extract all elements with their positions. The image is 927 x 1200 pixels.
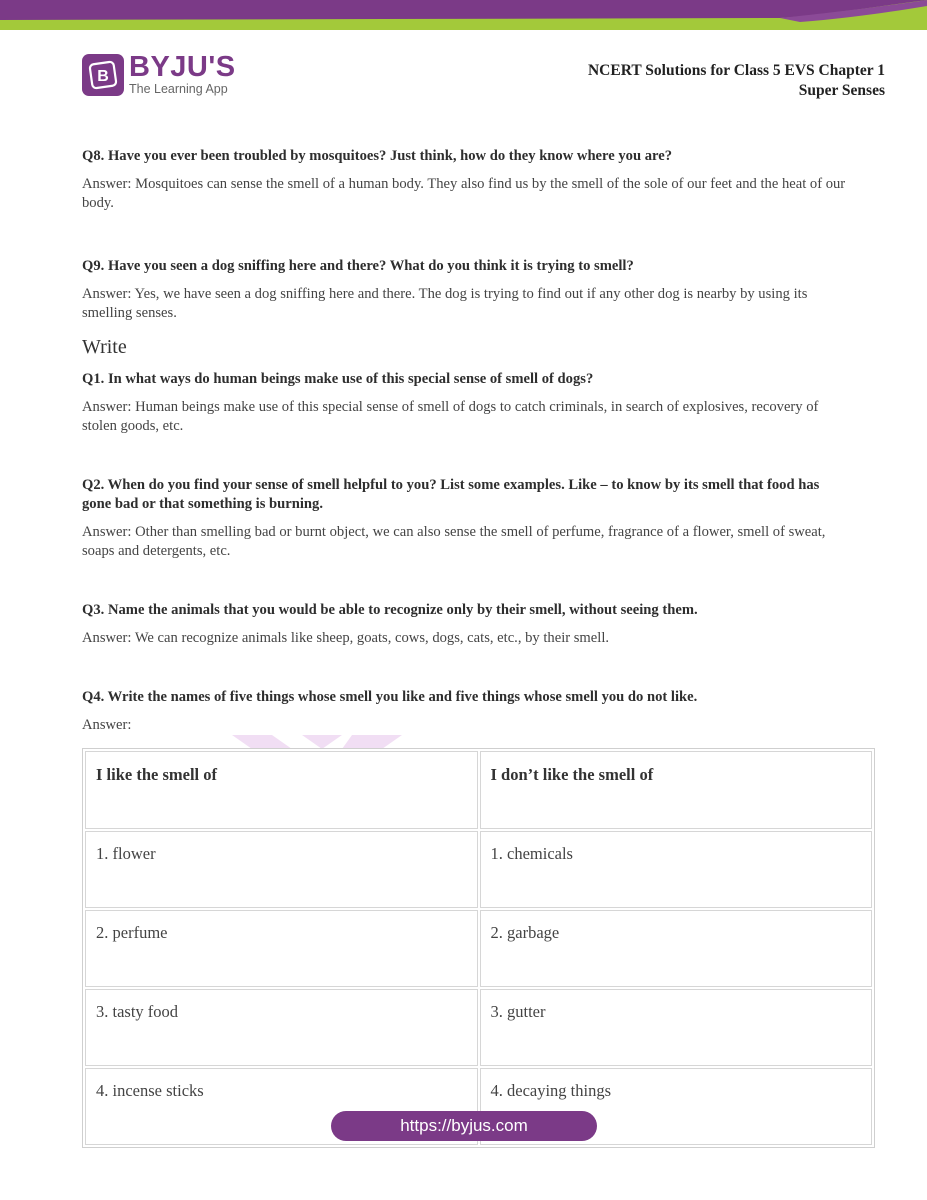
logo-name: BYJU'S [129, 51, 236, 83]
table-row [85, 989, 872, 1066]
document-title-line1: NCERT Solutions for Class 5 EVS Chapter 1 [587, 62, 885, 79]
table-row [85, 910, 872, 987]
watermark-logo [232, 735, 402, 749]
table-cell: 1. chemicals [480, 831, 873, 908]
question-q9: Q9. Have you seen a dog sniffing here and there? What do you think it is trying to smell? [82, 258, 634, 274]
table-header-like: I like the smell of [85, 751, 478, 829]
byjus-logo [82, 51, 236, 96]
table-cell: 2. garbage [480, 910, 873, 987]
table-header-row [85, 751, 872, 829]
top-decorative-band [0, 0, 927, 34]
section-heading-write: Write [82, 336, 127, 358]
main-content [82, 147, 852, 735]
table-row [85, 831, 872, 908]
logo-b-icon [82, 54, 124, 96]
answer-write-q1: Answer: Human beings make use of this special sense of smell of dogs to catch criminals, in search of explosives, recovery of stolen goods, etc. [82, 399, 819, 434]
answer-write-q3: Answer: We can recognize animals like sheep, goats, cows, dogs, cats, etc., by their smell. [82, 630, 610, 646]
question-write-q2: Q2. When do you find your sense of smell helpful to you? List some examples. Like – to know by its smell that food has gone bad or that something is burning. [82, 477, 820, 512]
smell-table [82, 748, 875, 1148]
table-cell: 3. tasty food [85, 989, 478, 1066]
table-header-dislike: I don’t like the smell of [480, 751, 873, 829]
logo-tagline: The Learning App [129, 82, 228, 96]
question-write-q4: Q4. Write the names of five things whose smell you like and five things whose smell you do not like. [82, 689, 698, 705]
table-cell: 4. incense sticks [85, 1068, 478, 1145]
table-cell: 1. flower [85, 831, 478, 908]
document-title [588, 61, 885, 101]
table-cell: 4. decaying things [480, 1068, 873, 1145]
svg-text:B: B [97, 68, 109, 85]
document-title-line2: Super Senses [798, 82, 885, 99]
answer-q8: Answer: Mosquitoes can sense the smell of a human body. They also find us by the smell of the sole of our feet and the heat of our body. [82, 176, 846, 211]
footer-url-link[interactable]: https://byjus.com [331, 1111, 597, 1141]
answer-write-q4: Answer: [82, 717, 132, 733]
table-cell: 3. gutter [480, 989, 873, 1066]
answer-write-q2: Answer: Other than smelling bad or burnt object, we can also sense the smell of perfume, fragrance of a flower, smell of sweat, soaps and detergents, etc. [82, 524, 826, 559]
answer-q9: Answer: Yes, we have seen a dog sniffing here and there. The dog is trying to find out if any other dog is nearby by using its smelling senses. [82, 286, 808, 321]
question-write-q1: Q1. In what ways do human beings make use of this special sense of smell of dogs? [82, 371, 594, 387]
question-write-q3: Q3. Name the animals that you would be able to recognize only by their smell, without seeing them. [82, 602, 698, 618]
table-cell: 2. perfume [85, 910, 478, 987]
question-q8: Q8. Have you ever been troubled by mosquitoes? Just think, how do they know where you are? [82, 148, 673, 164]
